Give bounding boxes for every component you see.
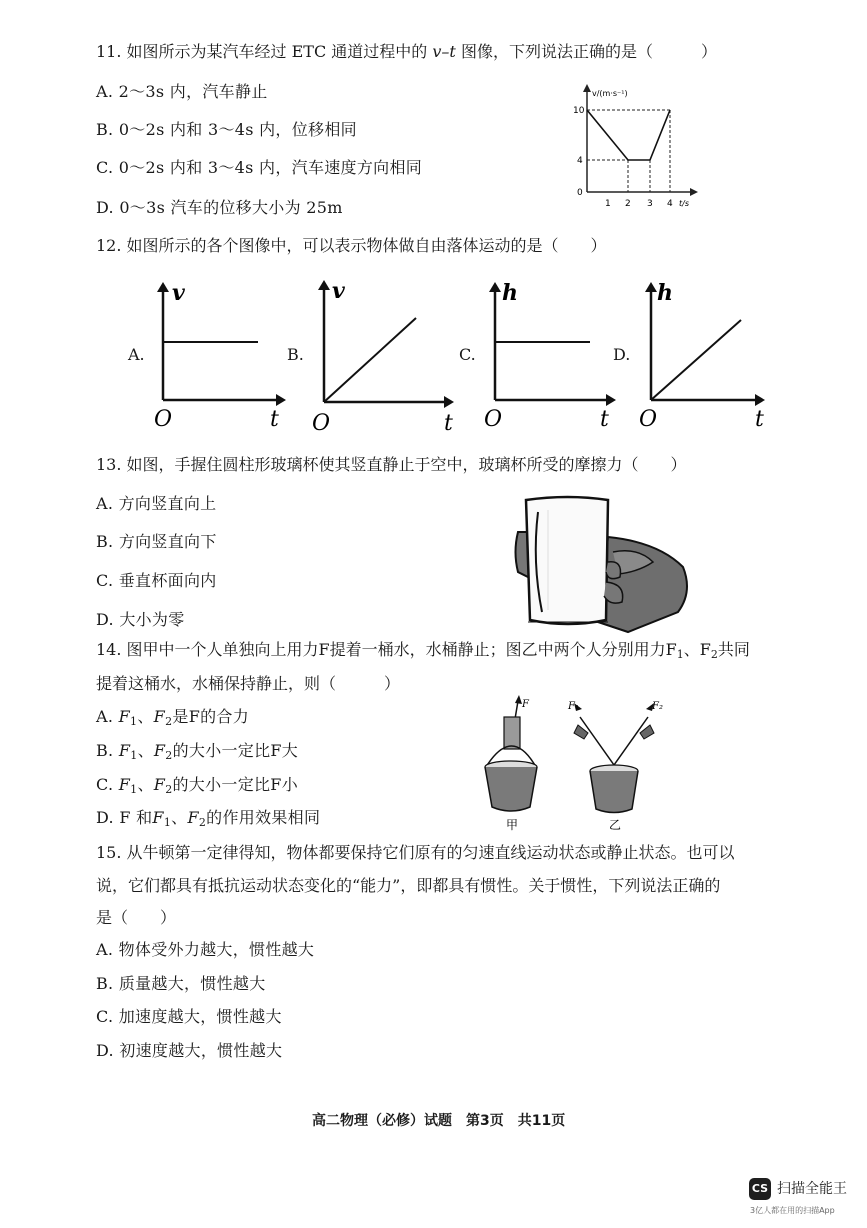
q12-c-xvar: t [600,407,609,432]
q12-b-origin: O [312,411,331,436]
q14-bucket-figure [470,695,670,835]
q14-stem-sub1: 1 [676,648,684,661]
q14-b-sep: 、 [137,741,154,760]
q12-c-origin: O [484,407,503,432]
q11-xtick-4: 4 [667,199,673,209]
q11-stem-text-a: 11. 如图所示为某汽车经过 ETC 通道过程中的 [96,42,433,61]
q12-graph-b [308,278,458,436]
q11-ytick-0: 0 [577,188,583,198]
q11-ylabel: v/(m·s⁻¹) [592,89,628,98]
q14-fig-yi: 乙 [609,818,622,832]
q14-c-sep: 、 [137,775,154,794]
q13-option-b: B. 方向竖直向下 [96,532,217,551]
q13-hand-glass-figure [508,492,693,640]
q15-option-c: C. 加速度越大，惯性越大 [96,1007,282,1026]
q14-c-s2: 2 [165,783,173,796]
q14-d-post: 的作用效果相同 [206,808,321,827]
q12-d-xvar: t [755,407,764,432]
q15-stem-line1: 15. 从牛顿第一定律得知，物体都要保持它们原有的匀速直线运动状态或静止状态。也可以 [96,843,735,862]
q14-fig-f: F [522,699,529,710]
page-footer: 高二物理（必修）试题 第3页 共11页 [312,1113,566,1129]
q14-b-post: 的大小一定比F大 [172,741,299,760]
q14-option-c [96,775,298,795]
q14-d-s2: 2 [198,816,207,829]
q14-c-f2: F [153,775,166,794]
q11-stem [96,42,717,62]
q11-xlabel: t/s [679,199,689,208]
q12-graph-c [480,280,620,430]
q14-stem-line1-text: 14. 图甲中一个人单独向上用力F提着一桶水，水桶静止；图乙中两个人分别用力F [96,640,677,659]
q14-a-f2: F [153,707,166,726]
q11-vt-graph [560,82,710,207]
q14-b-f2: F [153,741,166,760]
q11-option-d: D. 0～3s 汽车的位移大小为 25m [96,198,343,217]
q12-label-c: C. [459,345,476,364]
q11-stem-text-b: 图像，下列说法正确的是（ ） [455,42,717,61]
q15-option-d: D. 初速度越大，惯性越大 [96,1041,283,1060]
camscanner-logo: CS [749,1178,771,1200]
q15-option-a: A. 物体受外力越大，惯性越大 [96,940,315,959]
camscanner-name: 扫描全能王 [777,1181,847,1197]
q11-xtick-3: 3 [647,199,653,209]
q14-a-f1: F [118,707,131,726]
q14-option-b [96,741,298,761]
q14-a-s1: 1 [130,715,138,728]
q14-b-s1: 1 [130,749,138,762]
q14-stem-line1 [96,640,750,660]
q12-label-b: B. [287,345,304,364]
q12-d-origin: O [639,407,658,432]
q11-option-b: B. 0～2s 内和 3～4s 内，位移相同 [96,120,357,139]
camscanner-tagline: 3亿人都在用的扫描App [750,1206,835,1215]
q12-graph-a [148,280,288,430]
q14-b-pre: B. [96,741,119,760]
q14-a-post: 是F的合力 [172,707,249,726]
q14-option-d [96,808,320,828]
q13-option-d: D. 大小为零 [96,610,185,629]
q11-ytick-10: 10 [573,106,585,116]
q12-stem: 12. 如图所示的各个图像中，可以表示物体做自由落体运动的是（ ） [96,236,607,255]
q14-stem-mid: 、F [683,640,711,659]
q12-d-yvar: h [657,280,673,306]
q14-option-a [96,707,249,727]
q15-stem-line2: 说，它们都具有抵抗运动状态变化的“能力”，即都具有惯性。关于惯性，下列说法正确的 [96,876,721,895]
q14-d-f2: F [187,808,199,827]
q14-b-s2: 2 [165,749,173,762]
q13-option-c: C. 垂直杯面向内 [96,571,217,590]
q14-d-pre: D. F 和 [96,808,153,827]
q14-c-f1: F [118,775,131,794]
q14-c-s1: 1 [130,783,138,796]
q14-stem-end: 共同 [717,640,750,659]
q12-b-xvar: t [444,411,453,436]
q14-fig-f1: F₁ [568,701,579,712]
q12-a-origin: O [154,407,173,432]
q12-a-xvar: t [270,407,279,432]
q14-d-s1: 1 [163,816,172,829]
q14-d-f1: F [152,808,164,827]
q14-a-s2: 2 [165,715,173,728]
q14-stem-line2: 提着这桶水，水桶保持静止，则（ ） [96,674,401,693]
q14-a-sep: 、 [137,707,154,726]
q14-d-sep: 、 [171,808,188,827]
q14-stem-sub2: 2 [710,648,718,661]
q11-vt-curve [587,110,670,160]
q14-c-post: 的大小一定比F小 [172,775,299,794]
q15-stem-line3: 是（ ） [96,908,177,927]
q13-option-a: A. 方向竖直向上 [96,494,217,513]
q11-ytick-4: 4 [577,156,583,166]
q12-b-yvar: v [332,278,345,304]
q11-stem-var: v–t [432,42,456,61]
q12-label-a: A. [128,345,145,364]
q11-option-c: C. 0～2s 内和 3～4s 内，汽车速度方向相同 [96,158,423,177]
q13-stem: 13. 如图，手握住圆柱形玻璃杯使其竖直静止于空中，玻璃杯所受的摩擦力（ ） [96,455,687,474]
q15-option-b: B. 质量越大，惯性越大 [96,974,266,993]
q12-c-yvar: h [502,280,518,306]
q14-fig-f2: F₂ [652,701,663,712]
q14-b-f1: F [118,741,131,760]
q12-label-d: D. [613,345,631,364]
q14-c-pre: C. [96,775,119,794]
q12-a-yvar: v [172,280,185,306]
q14-fig-jia: 甲 [506,818,519,832]
q12-graph-d [637,280,777,430]
q14-a-pre: A. [96,707,119,726]
q11-xtick-1: 1 [605,199,611,209]
q11-xtick-2: 2 [625,199,631,209]
q11-option-a: A. 2～3s 内，汽车静止 [96,82,268,101]
